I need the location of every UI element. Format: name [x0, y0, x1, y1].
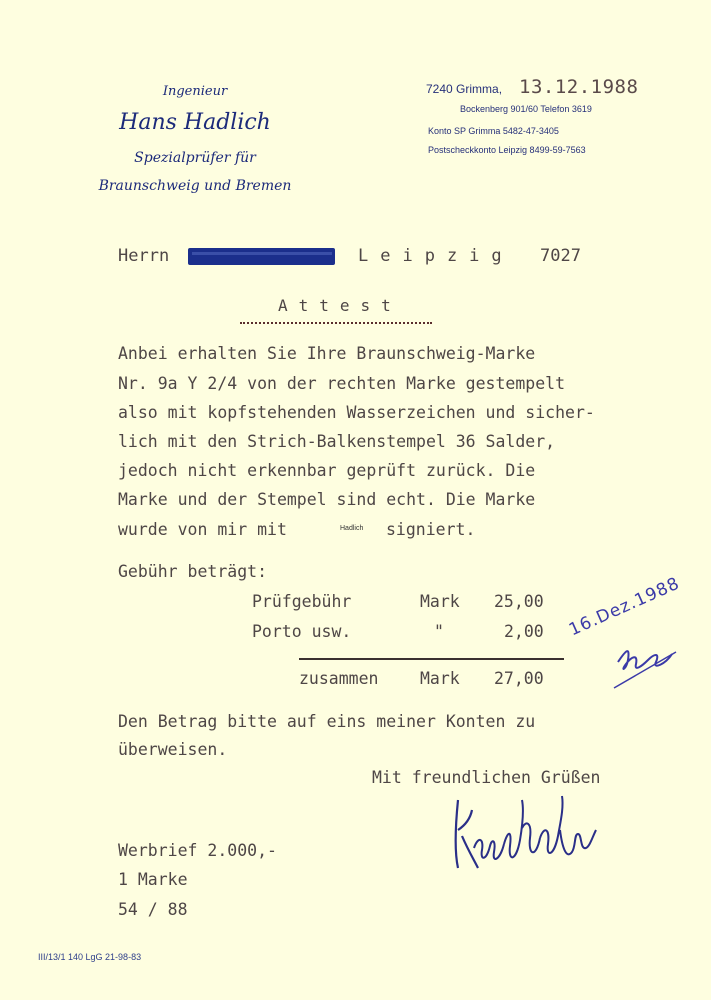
body-line: Anbei erhalten Sie Ihre Braunschweig-Marke: [118, 344, 536, 363]
total-unit: Mark: [420, 669, 460, 688]
body-line-after-signet: signiert.: [386, 520, 476, 539]
heading-underline: [240, 322, 432, 324]
address-postal-account: Postscheckkonto Leipzig 8499-59-7563: [428, 145, 586, 155]
body-line: Nr. 9a Y 2/4 von der rechten Marke gestempelt: [118, 374, 566, 393]
fee-unit: ": [434, 622, 444, 641]
fees-intro: Gebühr beträgt:: [118, 562, 268, 581]
fee-amount: 2,00: [504, 622, 544, 641]
body-line: also mit kopfstehenden Wasserzeichen und sicher-: [118, 403, 595, 422]
address-city: 7240 Grimma,: [426, 82, 503, 96]
letterhead-subtitle-2: Braunschweig und Bremen: [98, 178, 292, 194]
payment-request-line: überweisen.: [118, 740, 228, 759]
fee-label: Prüfgebühr: [252, 592, 352, 611]
closing-greeting: Mit freundlichen Grüßen: [372, 768, 601, 787]
fee-label: Porto usw.: [252, 622, 352, 641]
sum-line: [299, 658, 564, 660]
stamp-initials-icon: [612, 632, 682, 692]
fee-amount: 25,00: [494, 592, 544, 611]
total-label: zusammen: [299, 669, 379, 688]
body-line-before-signet: wurde von mir mit: [118, 520, 287, 539]
body-line: lich mit den Strich-Balkenstempel 36 Salder,: [118, 432, 556, 451]
hadlich-signet: Hadlich: [340, 525, 364, 532]
letterhead-subtitle-1: Spezialprüfer für: [134, 150, 256, 166]
recipient-city: Leipzig: [358, 246, 514, 266]
received-date-stamp: 16.Dez.1988: [566, 573, 684, 641]
redaction-stroke: [192, 252, 332, 255]
print-code: III/13/1 140 LgG 21-98-83: [38, 952, 142, 962]
total-amount: 27,00: [494, 669, 544, 688]
note-line: 1 Marke: [118, 870, 188, 889]
recipient-name-redaction: [188, 248, 335, 265]
address-bank-account: Konto SP Grimma 5482-47-3405: [428, 126, 559, 136]
note-line: 54 / 88: [118, 900, 188, 919]
attest-heading: Attest: [278, 296, 402, 315]
recipient-salutation: Herrn: [118, 246, 170, 266]
handwritten-signature-icon: [450, 790, 600, 880]
body-line: Marke und der Stempel sind echt. Die Marke: [118, 490, 536, 509]
letterhead-name: Hans Hadlich: [119, 110, 271, 135]
note-line: Werbrief 2.000,-: [118, 841, 277, 860]
payment-request-line: Den Betrag bitte auf eins meiner Konten zu: [118, 712, 536, 731]
fee-unit: Mark: [420, 592, 460, 611]
letter-date: 13.12.1988: [519, 76, 639, 98]
recipient-postcode: 7027: [540, 246, 581, 266]
letterhead-title: Ingenieur: [162, 84, 228, 99]
body-line: jedoch nicht erkennbar geprüft zurück. Die: [118, 461, 536, 480]
address-street-phone: Bockenberg 901/60 Telefon 3619: [460, 104, 592, 114]
